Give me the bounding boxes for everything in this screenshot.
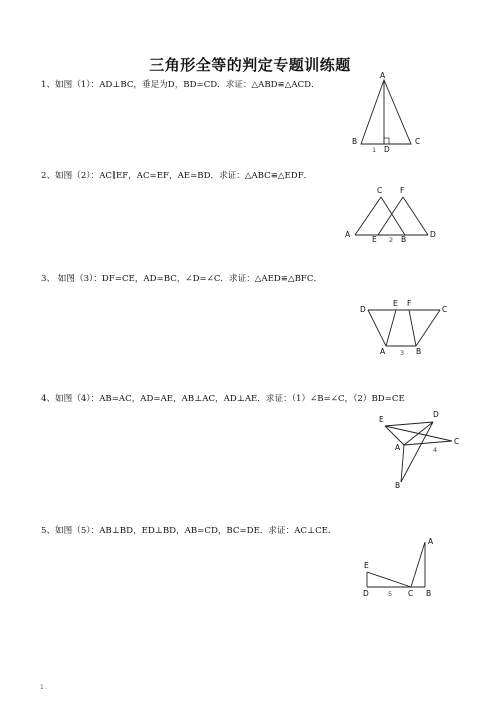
problem-5-text: 5、如图（5）：AB⊥BD，ED⊥BD，AB=CD，BC=DE．求证：AC⊥CE． <box>41 526 337 536</box>
problem-3-text: 3、 如图（3）：DF=CE，AD=BC，∠D=∠C．求证：△AED≌△BFC． <box>41 274 323 284</box>
fig1-label-a: A <box>380 71 386 80</box>
fig3-label-e: E <box>393 299 398 308</box>
fig2-label-f: F <box>400 186 405 195</box>
fig2-label-e: E <box>372 235 377 244</box>
fig3-caption: 3 <box>400 349 405 357</box>
figure-2 <box>345 185 440 245</box>
fig5-label-c: C <box>408 589 414 598</box>
fig4-label-c: C <box>454 437 460 446</box>
problem-4-text: 4、如图（4）：AB=AC，AD=AE，AB⊥AC，AD⊥AE．求证：（1）∠B=∠C，（2）BD=CE <box>41 394 405 404</box>
fig5-label-b: B <box>426 589 432 598</box>
figure-5 <box>358 534 448 602</box>
fig3-label-a: A <box>380 347 386 356</box>
fig1-caption: 1 <box>372 146 377 154</box>
figure-4 <box>376 408 466 490</box>
fig4-label-a: A <box>395 443 401 452</box>
fig5-caption: 5 <box>388 590 393 598</box>
fig2-label-d: D <box>430 230 436 239</box>
fig4-label-d: D <box>433 410 439 419</box>
fig4-caption: 4 <box>433 446 438 454</box>
fig5-label-e: E <box>364 561 369 570</box>
fig3-label-b: B <box>416 347 422 356</box>
problem-1-text: 1、如图（1）：AD⊥BC，垂足为D，BD=CD．求证：△ABD≌△ACD． <box>41 80 320 90</box>
figure-1 <box>345 72 425 157</box>
fig1-label-b: B <box>352 137 358 146</box>
fig2-label-b: B <box>401 235 407 244</box>
fig5-label-d: D <box>363 589 369 598</box>
footer-mark: 1 . <box>40 684 48 691</box>
fig2-label-a: A <box>345 230 351 239</box>
figure-3 <box>358 296 453 361</box>
fig1-label-c: C <box>415 137 421 146</box>
page-title: 三角形全等的判定专题训练题 <box>149 56 351 74</box>
fig2-caption: 2 <box>389 236 394 244</box>
fig5-label-a: A <box>428 537 434 546</box>
fig4-label-e: E <box>379 415 384 424</box>
fig3-label-f: F <box>407 299 412 308</box>
fig3-label-c: C <box>442 305 448 314</box>
fig3-label-d: D <box>360 305 366 314</box>
fig2-label-c: C <box>377 186 383 195</box>
fig4-label-b: B <box>395 481 401 490</box>
problem-2-text: 2、如图（2）：AC∥EF，AC=EF，AE=BD．求证：△ABC≌△EDF． <box>41 171 313 181</box>
fig1-label-d: D <box>384 145 390 154</box>
